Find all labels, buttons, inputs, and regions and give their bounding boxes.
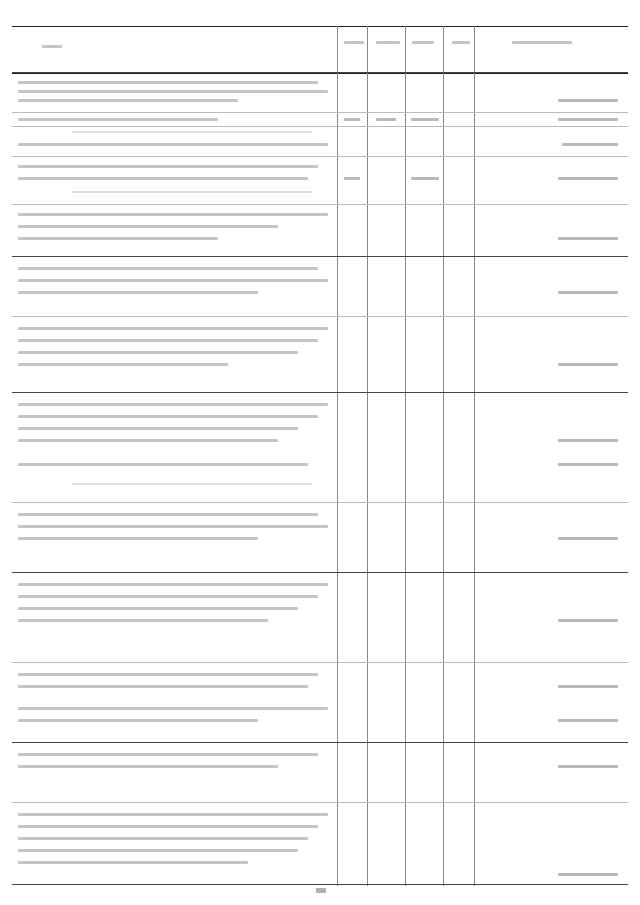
row-value bbox=[558, 463, 618, 466]
row-text bbox=[18, 619, 268, 622]
row-text bbox=[18, 707, 328, 710]
row-text bbox=[18, 719, 258, 722]
row-text bbox=[18, 177, 308, 180]
header-label bbox=[412, 41, 434, 44]
table-header bbox=[12, 26, 628, 74]
table-row bbox=[12, 204, 628, 257]
page-number bbox=[316, 888, 326, 893]
row-text bbox=[18, 143, 328, 146]
row-text bbox=[18, 673, 318, 676]
row-text bbox=[18, 607, 298, 610]
row-text bbox=[18, 753, 318, 756]
row-text bbox=[18, 279, 328, 282]
row-text bbox=[18, 439, 278, 442]
row-text bbox=[18, 225, 278, 228]
row-text bbox=[18, 525, 328, 528]
header-label bbox=[376, 41, 400, 44]
table-row bbox=[12, 126, 628, 157]
table-row bbox=[12, 572, 628, 663]
row-value bbox=[558, 363, 618, 366]
table-row bbox=[12, 742, 628, 803]
row-text bbox=[18, 363, 228, 366]
row-value bbox=[558, 765, 618, 768]
table-row bbox=[12, 662, 628, 743]
row-code bbox=[411, 118, 439, 121]
row-value bbox=[558, 237, 618, 240]
row-text bbox=[18, 165, 318, 168]
row-text bbox=[18, 685, 308, 688]
row-text bbox=[72, 191, 312, 193]
row-text bbox=[72, 131, 312, 133]
row-value bbox=[558, 719, 618, 722]
header-label bbox=[42, 45, 62, 48]
row-code bbox=[344, 177, 360, 180]
row-text bbox=[18, 90, 328, 93]
table-row bbox=[12, 256, 628, 317]
row-value bbox=[558, 619, 618, 622]
row-text bbox=[18, 403, 328, 406]
row-text bbox=[18, 351, 298, 354]
row-value bbox=[558, 177, 618, 180]
row-text bbox=[18, 813, 328, 816]
row-text bbox=[18, 595, 318, 598]
row-value bbox=[562, 143, 618, 146]
table-row bbox=[12, 112, 628, 127]
row-text bbox=[18, 99, 238, 102]
row-text bbox=[18, 81, 318, 84]
table-row bbox=[12, 802, 628, 885]
table-bottom-rule bbox=[12, 884, 628, 885]
row-text bbox=[18, 327, 328, 330]
row-text bbox=[18, 291, 258, 294]
table-row bbox=[12, 156, 628, 205]
header-label bbox=[452, 41, 470, 44]
row-text bbox=[18, 415, 318, 418]
row-text bbox=[18, 583, 328, 586]
row-value bbox=[558, 291, 618, 294]
document-page bbox=[12, 8, 628, 890]
row-code bbox=[376, 118, 396, 121]
row-value bbox=[558, 439, 618, 442]
row-text bbox=[72, 483, 312, 485]
row-text bbox=[18, 237, 218, 240]
row-text bbox=[18, 513, 318, 516]
table-row bbox=[12, 72, 628, 113]
row-code bbox=[344, 118, 360, 121]
row-value bbox=[558, 99, 618, 102]
row-text bbox=[18, 837, 308, 840]
row-text bbox=[18, 849, 298, 852]
row-text bbox=[18, 825, 318, 828]
header-label bbox=[344, 41, 364, 44]
table-row bbox=[12, 392, 628, 503]
row-value bbox=[558, 873, 618, 876]
table-row bbox=[12, 316, 628, 393]
row-text bbox=[18, 339, 318, 342]
row-text bbox=[18, 267, 318, 270]
header-label bbox=[512, 41, 572, 44]
row-text bbox=[18, 463, 308, 466]
row-text bbox=[18, 213, 328, 216]
row-text bbox=[18, 427, 298, 430]
table-row bbox=[12, 502, 628, 573]
row-text bbox=[18, 118, 218, 121]
row-value bbox=[558, 537, 618, 540]
row-code bbox=[411, 177, 439, 180]
row-value bbox=[558, 118, 618, 121]
row-value bbox=[558, 685, 618, 688]
row-text bbox=[18, 765, 278, 768]
row-text bbox=[18, 537, 258, 540]
row-text bbox=[18, 861, 248, 864]
